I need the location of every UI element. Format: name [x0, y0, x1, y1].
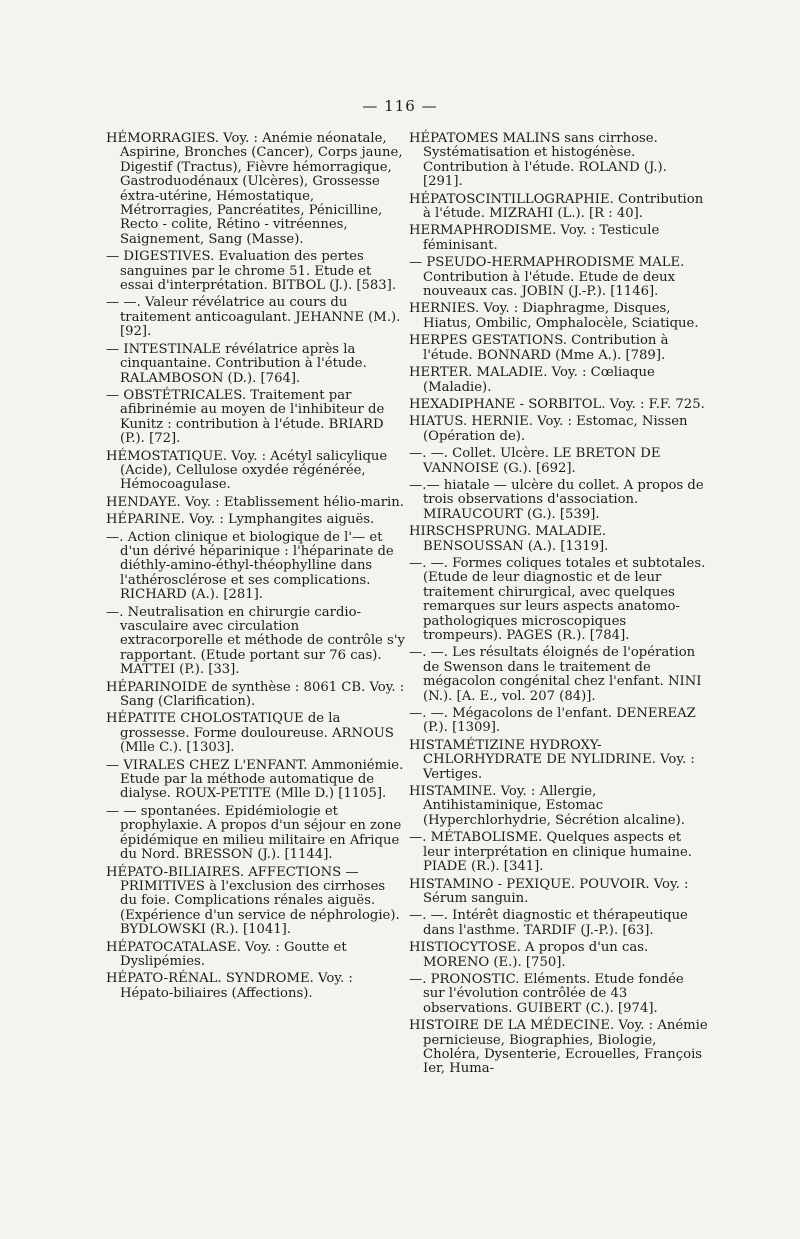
index-entry: — INTESTINALE révélatrice après la cinquantaine. Contribution à l'étude. RALAMBOSON (D.). [764].: [106, 341, 367, 386]
index-entry: HIATUS. HERNIE. Voy. : Estomac, Nissen (Opération de).: [409, 414, 688, 444]
left-column: [106, 132, 406, 1004]
page-number: — 116 —: [362, 97, 438, 115]
index-entry: — OBSTÉTRICALES. Traitement par afibrinémie au moyen de l'inhibiteur de Kunitz : contribution à l'étude. BRIARD (P.). [72].: [106, 387, 385, 447]
index-entry: —. —. Mégacolons de l'enfant. DENEREAZ (P.). [1309].: [409, 706, 696, 736]
index-entry: HÉPATO-RÉNAL. SYNDROME. Voy. : Hépato-biliaires (Affections).: [106, 971, 353, 1001]
index-entry: HISTOIRE DE LA MÉDECINE. Voy. : Anémie pernicieuse, Biographies, Biologie, Choléra, Dysenterie, Ecrouelles, François Ier, Huma-: [409, 1018, 708, 1077]
index-entry: HÉMORRAGIES. Voy. : Anémie néonatale, Aspirine, Bronches (Cancer), Corps jaune, Digestif (Tractus), Fièvre hémorragique, Gastroduodénaux (Ulcères), Grossesse éxtra-utérine, Hémostatique, Métrorragies, Pancréatites, Pénicilline, Recto - colite, Rétino - vitréennes, Saignement, Sang (Masse).: [106, 131, 403, 247]
index-entry: —. —. Les résultats éloignés de l'opération de Swenson dans le traitement de mégacolon congénital chez l'enfant. NINI (N.). [A. E., vol. 207 (84)].: [409, 645, 702, 704]
index-entry: HERTER. MALADIE. Voy. : Cœliaque (Maladie).: [409, 365, 655, 395]
index-entry: HISTAMINO - PEXIQUE. POUVOIR. Voy. : Sérum sanguin.: [409, 876, 689, 906]
index-entry: HISTAMÉTIZINE HYDROXY-CHLORHYDRATE DE NYLIDRINE. Voy. : Vertiges.: [409, 737, 695, 782]
index-entry: HÉPATOSCINTILLOGRAPHIE. Contribution à l'étude. MIZRAHI (L.). [R : 40].: [409, 191, 704, 222]
index-entry: HÉPATITE CHOLOSTATIQUE de la grossesse. Forme douloureuse. ARNOUS (Mlle C.). [1303].: [106, 711, 394, 756]
index-entry: — —. Valeur révélatrice au cours du traitement anticoagulant. JEHANNE (M.). [92].: [106, 295, 401, 340]
index-entry: — DIGESTIVES. Evaluation des pertes sanguines par le chrome 51. Etude et essai d'interprétation. BITBOL (J.). [583].: [106, 249, 397, 294]
index-entry: HEXADIPHANE - SORBITOL. Voy. : F.F. 725.: [409, 396, 705, 412]
index-entry: —. MÉTABOLISME. Quelques aspects et leur interprétation en clinique humaine. PIADE (R.). [341].: [409, 830, 692, 875]
index-entry: HERPES GESTATIONS. Contribution à l'étude. BONNARD (Mme A.). [789].: [409, 333, 669, 363]
index-entry: —. PRONOSTIC. Eléments. Etude fondée sur l'évolution contrôlée de 43 observations. GUIBERT (C.). [974].: [409, 971, 684, 1016]
index-entry: —. Action clinique et biologique de l'— et d'un dérivé héparinique : l'héparinate de diéthly-amino-éthyl-théophylline dans l'athérosclérose et ses complications. RICHARD (A.). [281].: [106, 529, 394, 603]
index-entry: —. —. Intérêt diagnostic et thérapeutique dans l'asthme. TARDIF (J.-P.). [63].: [409, 908, 688, 938]
index-entry: HÉPATOCATALASE. Voy. : Goutte et Dyslipémies.: [106, 939, 347, 969]
index-entry: HÉMOSTATIQUE. Voy. : Acétyl salicylique (Acide), Cellulose oxydée régénérée, Hémocoagulase.: [106, 448, 388, 493]
index-entry: —. —. Collet. Ulcère. LE BRETON DE VANNOISE (G.). [692].: [409, 446, 661, 476]
right-column: [409, 132, 709, 1080]
index-entry: —.— hiatale — ulcère du collet. A propos de trois observations d'association. MIRAUCOURT (G.). [539].: [409, 477, 704, 522]
index-entry: HISTIOCYTOSE. A propos d'un cas. MORENO (E.). [750].: [409, 940, 649, 970]
index-entry: —. Neutralisation en chirurgie cardio-vasculaire avec circulation extracorporelle et méthode de contrôle s'y rapportant. (Etude portant sur 76 cas). MATTEI (P.). [33].: [106, 604, 405, 678]
index-entry: — — spontanées. Epidémiologie et prophylaxie. A propos d'un séjour en zone épidémique en milieu militaire en Afrique du Nord. BRESSON (J.). [1144].: [106, 803, 402, 863]
index-entry: — VIRALES CHEZ L'ENFANT. Ammoniémie. Etude par la méthode automatique de dialyse. ROUX-PETITE (Mlle D.) [1105].: [106, 757, 404, 802]
index-entry: HIRSCHSPRUNG. MALADIE. BENSOUSSAN (A.). [1319].: [409, 524, 609, 554]
index-entry: HÉPATOMES MALINS sans cirrhose. Systématisation et histogénèse. Contribution à l'étude. ROLAND (J.). [291].: [409, 131, 667, 190]
index-entry: HENDAYE. Voy. : Etablissement hélio-marin.: [106, 494, 404, 510]
index-entry: —. —. Formes coliques totales et subtotales. (Etude de leur diagnostic et de leur traitement chirurgical, avec quelques remarques sur leurs aspects anatomo-pathologiques microscopiques trompeurs). PAGES (R.). [784].: [409, 555, 706, 643]
index-entry: HÉPATO-BILIAIRES. AFFECTIONS — PRIMITIVES à l'exclusion des cirrhoses du foie. Complications rénales aiguës. (Expérience d'un service de néphrologie). BYDLOWSKI (R.). [1041].: [106, 864, 400, 938]
index-entry: HERNIES. Voy. : Diaphragme, Disques, Hiatus, Ombilic, Omphalocèle, Sciatique.: [409, 301, 699, 331]
index-entry: HISTAMINE. Voy. : Allergie, Antihistaminique, Estomac (Hyperchlorhydrie, Sécrétion alcaline).: [409, 784, 685, 828]
index-entry: HÉPARINOIDE de synthèse : 8061 CB. Voy. : Sang (Clarification).: [106, 679, 405, 710]
index-entry: HÉPARINE. Voy. : Lymphangites aiguës.: [106, 512, 375, 528]
index-entry: — PSEUDO-HERMAPHRODISME MALE. Contribution à l'étude. Etude de deux nouveaux cas. JOBIN (J.-P.). [1146].: [409, 255, 685, 300]
index-entry: HERMAPHRODISME. Voy. : Testicule féminisant.: [409, 223, 660, 253]
